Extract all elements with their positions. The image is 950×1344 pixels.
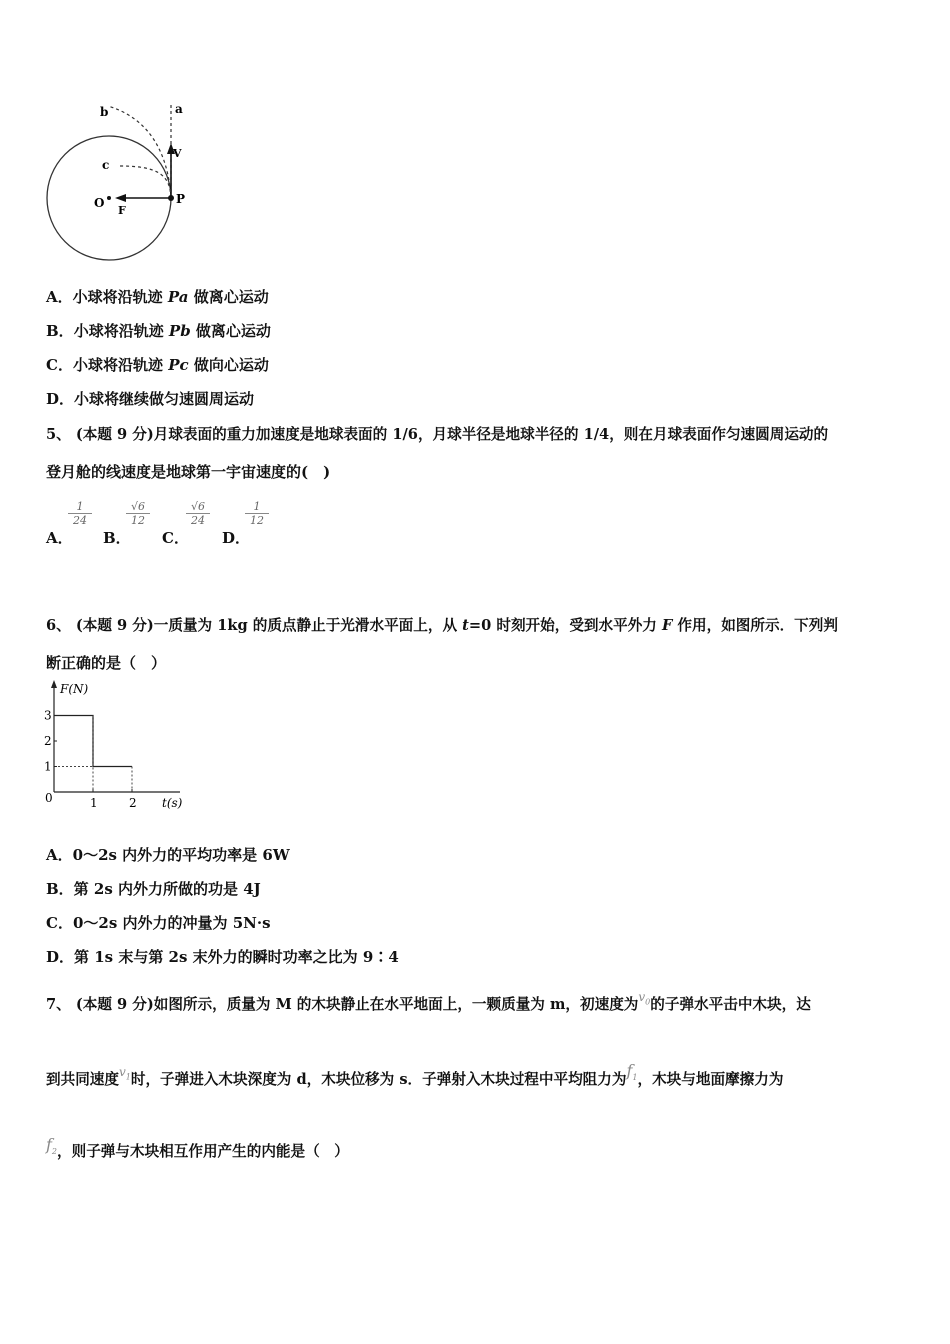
symbol-subscript: 1 xyxy=(125,1072,131,1082)
y-tick-label: 3 xyxy=(44,708,52,723)
q5-option-a-fraction xyxy=(68,500,92,527)
option-text: 做向心运动 xyxy=(188,356,269,374)
symbol-letter: v xyxy=(638,990,646,1004)
option-key: B． xyxy=(46,322,74,340)
trajectory-c xyxy=(120,166,171,198)
stem-text: 到共同速度 xyxy=(46,1071,119,1088)
x-tick-label: 1 xyxy=(90,796,98,810)
q7-stem-line3 xyxy=(46,1135,349,1162)
q6-option-a: A．0～2s 内外力的平均功率是 6W xyxy=(46,846,290,864)
force-arrowhead xyxy=(115,194,126,202)
symbol-letter: f xyxy=(626,1061,633,1080)
trajectory-b xyxy=(108,106,171,198)
label-f: F xyxy=(118,204,126,217)
q7-stem-line1 xyxy=(46,990,811,1014)
q5-stem-line1: 5、 (本题 9 分)月球表面的重力加速度是地球表面的 1/6，月球半径是地球半径的 1/4，则在月球表面作匀速圆周运动的 xyxy=(46,426,829,443)
q5-stem-line2: 登月舱的线速度是地球第一宇宙速度的( ) xyxy=(46,463,331,481)
stem-text: 时，子弹进入木块深度为 d，木块位移为 s．子弹射入木块过程中平均阻力为 xyxy=(130,1071,627,1088)
option-text: 小球将沿轨迹 xyxy=(72,356,169,374)
q6-option-c: C．0～2s 内外力的冲量为 5N·s xyxy=(46,914,271,932)
q5-option-d-fraction xyxy=(245,500,269,527)
option-text: 小球将沿轨迹 xyxy=(73,322,169,340)
denominator: 24 xyxy=(191,514,205,527)
path-label: Pb xyxy=(168,322,191,340)
force-time-chart xyxy=(40,678,190,812)
stem-text: ，木块与地面摩擦力为 xyxy=(637,1071,784,1088)
q4-option-a xyxy=(46,286,269,307)
label-c: c xyxy=(102,158,110,172)
label-p: P xyxy=(176,192,186,206)
y-tick-label: 1 xyxy=(44,759,52,774)
q6-option-d: D．第 1s 末与第 2s 末外力的瞬时功率之比为 9∶4 xyxy=(46,948,399,966)
stem-text: ，则子弹与木块相互作用产生的内能是（ ） xyxy=(57,1143,349,1160)
symbol-letter: f xyxy=(46,1135,52,1154)
option-key: A． xyxy=(46,288,73,306)
stem-text: =0 时刻开始，受到水平外力 xyxy=(468,617,662,634)
q7-stem-line2 xyxy=(46,1061,784,1090)
q5-option-c-key: C． xyxy=(162,529,189,547)
stem-text: 作用，如图所示．下列判 xyxy=(672,617,838,634)
y-axis-arrowhead xyxy=(51,680,57,688)
option-text: 做离心运动 xyxy=(188,288,269,306)
label-b: b xyxy=(100,105,109,119)
symbol-v0 xyxy=(638,990,651,1007)
q5-option-d-key: D． xyxy=(222,529,251,547)
q4-option-d xyxy=(46,388,254,409)
x-axis-label: t(s) xyxy=(162,796,183,810)
symbol-subscript: 0 xyxy=(645,997,651,1007)
circle-motion-figure xyxy=(40,96,200,266)
path-label: Pc xyxy=(168,356,189,374)
symbol-f1 xyxy=(626,1061,638,1083)
numerator: √6 xyxy=(186,500,210,514)
q6-option-b: B．第 2s 内外力所做的功是 4J xyxy=(46,880,261,898)
denominator: 24 xyxy=(73,514,87,527)
option-key: C． xyxy=(46,356,73,374)
option-text: 做离心运动 xyxy=(190,322,271,340)
q5-option-a-key: A． xyxy=(46,529,73,547)
q4-option-b xyxy=(46,320,271,341)
q6-stem-line2: 断正确的是（ ） xyxy=(46,654,167,672)
stem-text: 7、 (本题 9 分)如图所示，质量为 M 的木块静止在水平地面上，一颗质量为 m，初速度为 xyxy=(46,996,639,1013)
label-v: V xyxy=(173,147,182,160)
numerator: 1 xyxy=(245,500,269,514)
q5-option-c-fraction xyxy=(186,500,210,527)
q6-stem-line1 xyxy=(46,614,838,635)
denominator: 12 xyxy=(250,514,264,527)
symbol-f2 xyxy=(46,1135,58,1157)
label-a: a xyxy=(175,102,183,116)
origin-label: 0 xyxy=(45,791,53,805)
stem-text: 6、 (本题 9 分)一质量为 1kg 的质点静止于光滑水平面上，从 xyxy=(46,617,463,634)
numerator: 1 xyxy=(68,500,92,514)
point-p xyxy=(168,195,174,201)
numerator: √6 xyxy=(126,500,150,514)
denominator: 12 xyxy=(131,514,145,527)
y-axis-label: F(N) xyxy=(60,682,89,696)
option-text: 小球将继续做匀速圆周运动 xyxy=(74,390,255,408)
q5-option-b-fraction xyxy=(126,500,150,527)
symbol-v1 xyxy=(118,1065,131,1082)
q5-option-b-key: B． xyxy=(103,529,131,547)
symbol-f: F xyxy=(661,617,673,634)
symbol-letter: v xyxy=(118,1065,126,1079)
label-o: O xyxy=(94,196,105,210)
center-o xyxy=(107,196,111,200)
q4-option-c xyxy=(46,354,269,375)
x-tick-label: 2 xyxy=(129,796,137,810)
symbol-t: t xyxy=(462,617,469,634)
symbol-subscript: 2 xyxy=(51,1147,58,1157)
stem-text: 的子弹水平击中木块，达 xyxy=(650,996,811,1013)
option-text: 小球将沿轨迹 xyxy=(72,288,168,306)
y-tick-label: 2 xyxy=(44,734,52,748)
path-label: Pa xyxy=(167,288,189,306)
option-key: D． xyxy=(46,390,75,408)
symbol-subscript: 1 xyxy=(632,1073,638,1083)
